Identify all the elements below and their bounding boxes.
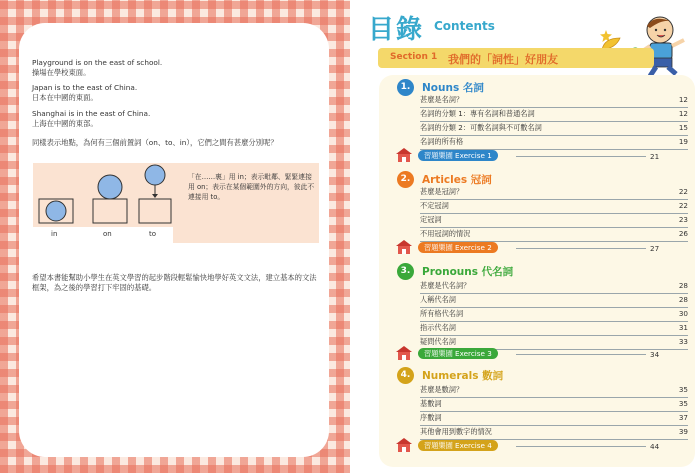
toc-entry-page: 35 bbox=[678, 399, 688, 408]
question-text: 同樣表示地點，為何有三個前置詞（on、to、in），它們之間有甚麼分別呢？ bbox=[32, 138, 278, 147]
example-1-en: Playground is on the east of school. bbox=[32, 58, 163, 67]
toc-entry-label: 指示代名詞 bbox=[420, 323, 456, 332]
toc-entry-label: 名詞的分類 2：可數名詞與不可數名詞 bbox=[420, 123, 542, 132]
toc-entry-page: 26 bbox=[678, 229, 688, 238]
exercise-4-page: 44 bbox=[650, 442, 660, 451]
toc-entry[interactable] bbox=[420, 136, 688, 150]
toc-entry-label: 所有格代名詞 bbox=[420, 309, 464, 318]
toc-entry[interactable] bbox=[420, 200, 688, 214]
leader-line bbox=[516, 446, 646, 447]
exercise-2-page: 27 bbox=[650, 244, 660, 253]
exercise-3-link[interactable]: 習題樂園 Exercise 3 bbox=[418, 348, 498, 359]
playhouse-icon bbox=[396, 240, 412, 254]
toc-entry-page: 22 bbox=[678, 187, 688, 196]
toc-entry-page: 31 bbox=[678, 323, 688, 332]
example-3-en: Shanghai is in the east of China. bbox=[32, 109, 151, 118]
toc-entry-label: 甚麼是數詞？ bbox=[420, 385, 464, 394]
playhouse-icon bbox=[396, 346, 412, 360]
section-banner bbox=[378, 48, 654, 68]
right-page bbox=[350, 0, 700, 473]
example-2 bbox=[32, 83, 137, 104]
toc-entry[interactable] bbox=[420, 94, 688, 108]
toc-entry-label: 基數詞 bbox=[420, 399, 442, 408]
preposition-explanation: 「在……裏」用 in；表示毗鄰、緊緊連接用 on；表示在某個範圍外的方向，彼此不連接用 to。 bbox=[188, 173, 315, 201]
toc-entry-label: 其他會用到數字的情況 bbox=[420, 427, 492, 436]
label-in: in bbox=[51, 230, 58, 238]
chapter-4-number-badge: 4. bbox=[397, 367, 414, 384]
toc-entry[interactable] bbox=[420, 308, 688, 322]
toc-entry-label: 名詞的所有格 bbox=[420, 137, 464, 146]
toc-entry-page: 33 bbox=[678, 337, 688, 346]
toc-entry[interactable] bbox=[420, 322, 688, 336]
chapter-1-title[interactable]: Nouns 名詞 bbox=[422, 82, 484, 94]
leader-line bbox=[516, 248, 646, 249]
example-3 bbox=[32, 109, 150, 130]
toc-entry-label: 不用冠詞的情況 bbox=[420, 229, 471, 238]
toc-entry-page: 28 bbox=[678, 295, 688, 304]
toc-entry-page: 23 bbox=[678, 215, 688, 224]
chapter-3-number-badge: 3. bbox=[397, 263, 414, 280]
toc-entry-label: 甚麼是冠詞？ bbox=[420, 187, 464, 196]
example-3-zh: 上海在中國的東部。 bbox=[32, 119, 98, 129]
toc-entry-page: 30 bbox=[678, 309, 688, 318]
example-2-en: Japan is to the east of China. bbox=[32, 83, 138, 92]
section-number: Section 1 bbox=[390, 52, 438, 62]
closing-paragraph: 希望本書能幫助小學生在英文學習的起步階段輕鬆愉快地學好英文文法，建立基本的文法框架，為之後的學習打下牢固的基礎。 bbox=[32, 273, 317, 293]
toc-entry[interactable] bbox=[420, 108, 688, 122]
preposition-illustration-box bbox=[33, 163, 319, 243]
exercise-1-link[interactable]: 習題樂園 Exercise 1 bbox=[418, 150, 498, 161]
chapter-2-title[interactable]: Articles 冠詞 bbox=[422, 174, 492, 186]
toc-entry-label: 甚麼是名詞？ bbox=[420, 95, 464, 104]
toc-entry-page: 12 bbox=[678, 109, 688, 118]
exercise-3-page: 34 bbox=[650, 350, 660, 359]
toc-entry-label: 不定冠詞 bbox=[420, 201, 449, 210]
toc-entry[interactable] bbox=[420, 384, 688, 398]
exercise-4-link[interactable]: 習題樂園 Exercise 4 bbox=[418, 440, 498, 451]
section-title: 我們的「詞性」好朋友 bbox=[448, 53, 558, 66]
left-page-card bbox=[19, 23, 329, 457]
toc-entry-page: 22 bbox=[678, 201, 688, 210]
chapter-2-number-badge: 2. bbox=[397, 171, 414, 188]
toc-entry-label: 人稱代名詞 bbox=[420, 295, 456, 304]
chapter-3-title[interactable]: Pronouns 代名詞 bbox=[422, 266, 514, 278]
toc-entry-page: 19 bbox=[678, 137, 688, 146]
boy-mascot-illustration bbox=[620, 14, 696, 80]
toc-entry-page: 28 bbox=[678, 281, 688, 290]
toc-entry-label: 序數詞 bbox=[420, 413, 442, 422]
toc-entry[interactable] bbox=[420, 214, 688, 228]
toc-entry[interactable] bbox=[420, 186, 688, 200]
toc-entry[interactable] bbox=[420, 412, 688, 426]
exercise-1-page: 21 bbox=[650, 152, 660, 161]
toc-entry[interactable] bbox=[420, 228, 688, 242]
example-1 bbox=[32, 58, 162, 79]
toc-title: 目錄 bbox=[368, 15, 425, 45]
toc-entry-page: 37 bbox=[678, 413, 688, 422]
label-to: to bbox=[149, 230, 157, 238]
leader-line bbox=[516, 156, 646, 157]
playhouse-icon bbox=[396, 148, 412, 162]
toc-entry[interactable] bbox=[420, 280, 688, 294]
toc-entry[interactable] bbox=[420, 426, 688, 440]
toc-entry[interactable] bbox=[420, 294, 688, 308]
leader-line bbox=[516, 354, 646, 355]
toc-entry-label: 定冠詞 bbox=[420, 215, 442, 224]
label-on: on bbox=[103, 230, 112, 238]
chapter-1-number-badge: 1. bbox=[397, 79, 414, 96]
toc-entry-page: 12 bbox=[678, 95, 688, 104]
exercise-2-link[interactable]: 習題樂園 Exercise 2 bbox=[418, 242, 498, 253]
preposition-diagram bbox=[33, 163, 173, 227]
toc-entry-page: 39 bbox=[678, 427, 688, 436]
diagram-labels bbox=[33, 227, 173, 243]
toc-subtitle: Contents bbox=[434, 19, 495, 33]
toc-entry[interactable] bbox=[420, 398, 688, 412]
example-2-zh: 日本在中國的東面。 bbox=[32, 93, 98, 103]
example-1-zh: 操場在學校東面。 bbox=[32, 68, 91, 78]
playhouse-icon bbox=[396, 438, 412, 452]
toc-entry-label: 名詞的分類 1：專有名詞和普通名詞 bbox=[420, 109, 535, 118]
toc-entry[interactable] bbox=[420, 122, 688, 136]
chapter-4-title[interactable]: Numerals 數詞 bbox=[422, 370, 504, 382]
toc-entry-page: 15 bbox=[678, 123, 688, 132]
toc-entry-page: 35 bbox=[678, 385, 688, 394]
toc-entry-label: 疑問代名詞 bbox=[420, 337, 456, 346]
toc-entry-label: 甚麼是代名詞？ bbox=[420, 281, 471, 290]
